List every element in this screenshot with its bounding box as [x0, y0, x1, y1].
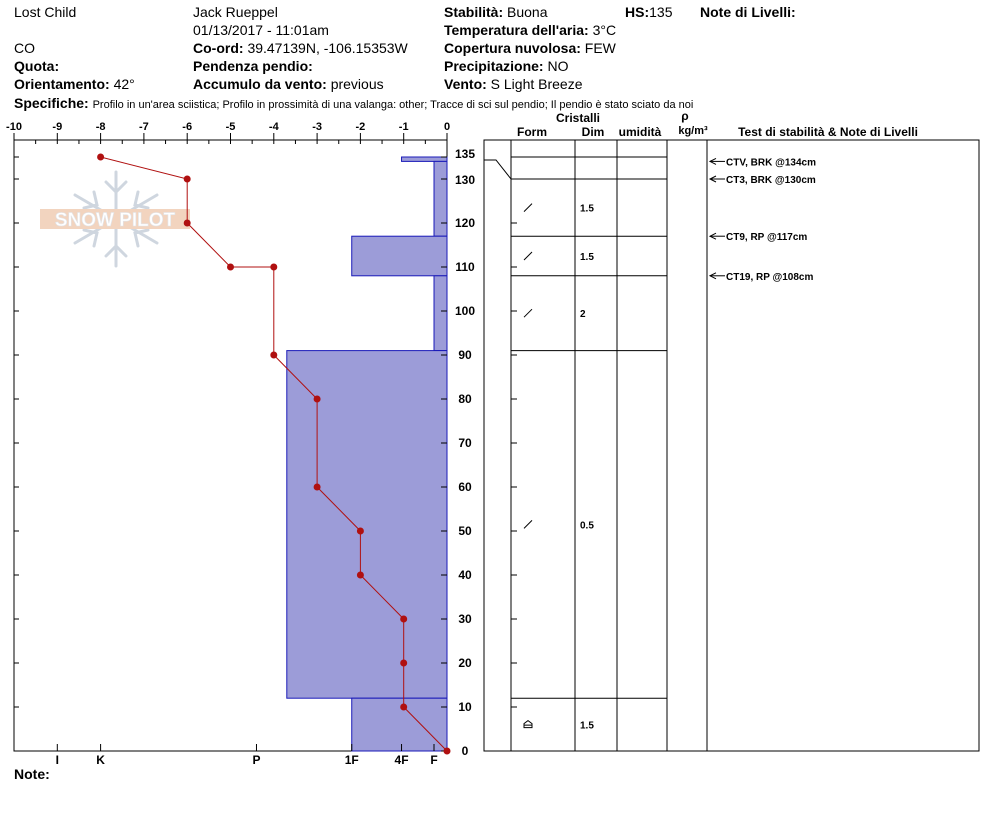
- wind-loading-value: previous: [330, 76, 384, 92]
- depth-hoar-icon: [524, 721, 532, 728]
- height-tick-label: 20: [458, 656, 472, 670]
- logo-text: SNOW PILOT: [54, 210, 176, 231]
- temperature-point: [314, 484, 321, 491]
- specifics-value: Profilo in un'area sciistica; Profilo in prossimità di una valanga: other; Tracce di sci sul pendio; Il pendio è stato sciato da noi: [92, 99, 694, 111]
- hardness-layer-3: [434, 276, 447, 351]
- height-tick-label: 135: [454, 147, 476, 161]
- height-tick-label: 50: [458, 524, 472, 538]
- column-crystals: Cristalli: [555, 111, 601, 125]
- hardness-label: 4F: [394, 753, 409, 767]
- coord-label: Co-ord:: [193, 40, 244, 56]
- sky-value: FEW: [584, 40, 616, 56]
- temp-tick-label: -8: [95, 121, 106, 133]
- stability-test-label: CT3, BRK @130cm: [726, 175, 816, 186]
- decomposing-crystal-icon: [524, 252, 532, 260]
- temp-tick-label: -2: [355, 121, 366, 133]
- specifics-label: Specifiche:: [14, 95, 89, 111]
- precip-label: Precipitazione:: [444, 58, 544, 74]
- aspect-label: Orientamento:: [14, 76, 110, 92]
- coord-value: 39.47139N, -106.15353W: [247, 40, 408, 56]
- height-tick-label: 100: [454, 304, 476, 318]
- height-tick-label: 10: [458, 700, 472, 714]
- observer: Jack Rueppel: [193, 4, 278, 20]
- temperature-point: [270, 264, 277, 271]
- stability-test-label: CT19, RP @108cm: [726, 271, 814, 283]
- datetime: 01/13/2017 - 11:01am: [193, 22, 329, 38]
- temp-tick-label: -10: [6, 121, 22, 133]
- decomposing-crystal-icon: [524, 204, 532, 212]
- layer-connector: [484, 160, 511, 179]
- temperature-point: [184, 176, 191, 183]
- height-tick-label: 130: [454, 173, 476, 187]
- hardness-layer-0: [402, 157, 447, 161]
- hardness-layer-5: [352, 698, 447, 751]
- stability-tests: [710, 157, 816, 282]
- layer-notes-label: Note di Livelli:: [700, 4, 796, 20]
- location-name: Lost Child: [14, 4, 77, 20]
- temperature-point: [400, 660, 407, 667]
- temp-tick-label: -4: [268, 121, 279, 133]
- temp-tick-label: -1: [398, 121, 409, 133]
- wind-loading-label: Accumulo da vento:: [193, 76, 327, 92]
- layer-size: 1.5: [580, 203, 594, 215]
- state: CO: [14, 40, 35, 56]
- wind-value: S Light Breeze: [490, 76, 583, 92]
- decomposing-crystal-icon: [524, 309, 532, 317]
- column-form: Form: [517, 125, 547, 139]
- layer-size: 2: [580, 309, 586, 321]
- temp-tick-label: 0: [443, 121, 451, 133]
- column-density-unit: kg/m³: [678, 125, 708, 137]
- wind-label: Vento:: [444, 76, 487, 92]
- stability-label: Stabilità:: [444, 4, 504, 20]
- decomposing-crystal-icon: [524, 520, 532, 528]
- precip-value: NO: [547, 58, 569, 74]
- temperature-point: [314, 396, 321, 403]
- height-tick-label: 30: [458, 612, 472, 626]
- temperature-point: [400, 704, 407, 711]
- temperature-point: [400, 616, 407, 623]
- layer-size: 0.5: [580, 520, 594, 532]
- column-tests: Test di stabilità & Note di Livelli: [738, 125, 918, 139]
- hardness-label: K: [96, 753, 105, 767]
- hardness-label: I: [55, 753, 59, 767]
- sky-label: Copertura nuvolosa:: [444, 40, 581, 56]
- column-rho: ρ: [681, 109, 689, 123]
- temperature-point: [227, 264, 234, 271]
- stability-value: Buona: [507, 4, 548, 20]
- stability-test-label: CT9, RP @117cm: [726, 232, 808, 244]
- layer-size: 1.5: [580, 252, 594, 263]
- height-tick-label: 80: [458, 392, 472, 406]
- height-tick-label: 40: [458, 568, 472, 582]
- hardness-layer-4: [287, 351, 447, 699]
- height-tick-label: 0: [461, 744, 469, 758]
- slope-label: Pendenza pendio:: [193, 58, 313, 74]
- temperature-point: [357, 572, 364, 579]
- aspect-value: 42°: [113, 76, 135, 92]
- temperature-point: [270, 352, 277, 359]
- air-temp-label: Temperatura dell'aria:: [444, 22, 589, 38]
- temp-tick-label: -6: [182, 121, 193, 133]
- notes-label: Note:: [14, 766, 50, 782]
- hardness-layer-1: [434, 161, 447, 236]
- temperature-point: [444, 748, 451, 755]
- hs-value: 135: [649, 4, 673, 20]
- hardness-label: F: [430, 753, 438, 767]
- temp-tick-label: -5: [225, 121, 236, 133]
- height-tick-label: 70: [458, 436, 472, 450]
- stability-test-label: CTV, BRK @134cm: [726, 157, 816, 169]
- temperature-point: [357, 528, 364, 535]
- height-tick-label: 60: [458, 480, 472, 494]
- temp-tick-label: -7: [139, 121, 149, 133]
- temp-tick-label: -3: [312, 121, 322, 133]
- temperature-point: [184, 220, 191, 227]
- layer-size: 1.5: [580, 720, 594, 732]
- hs-label: HS:: [625, 4, 650, 20]
- snowpilot-logo: [40, 172, 190, 266]
- elevation-label: Quota:: [14, 58, 60, 74]
- hardness-label: 1F: [344, 753, 359, 767]
- height-tick-label: 110: [455, 260, 475, 274]
- hardness-label: P: [252, 753, 261, 767]
- hardness-layers: [287, 157, 447, 751]
- height-tick-label: 90: [458, 348, 472, 362]
- height-tick-label: 120: [454, 216, 476, 230]
- temperature-axis: [6, 121, 450, 144]
- temperature-point: [97, 154, 104, 161]
- hardness-layer-2: [352, 236, 447, 276]
- temp-tick-label: -9: [52, 121, 63, 133]
- column-size: Dim: [581, 125, 605, 139]
- column-moisture: umidità: [618, 125, 662, 139]
- air-temp-value: 3°C: [592, 22, 617, 38]
